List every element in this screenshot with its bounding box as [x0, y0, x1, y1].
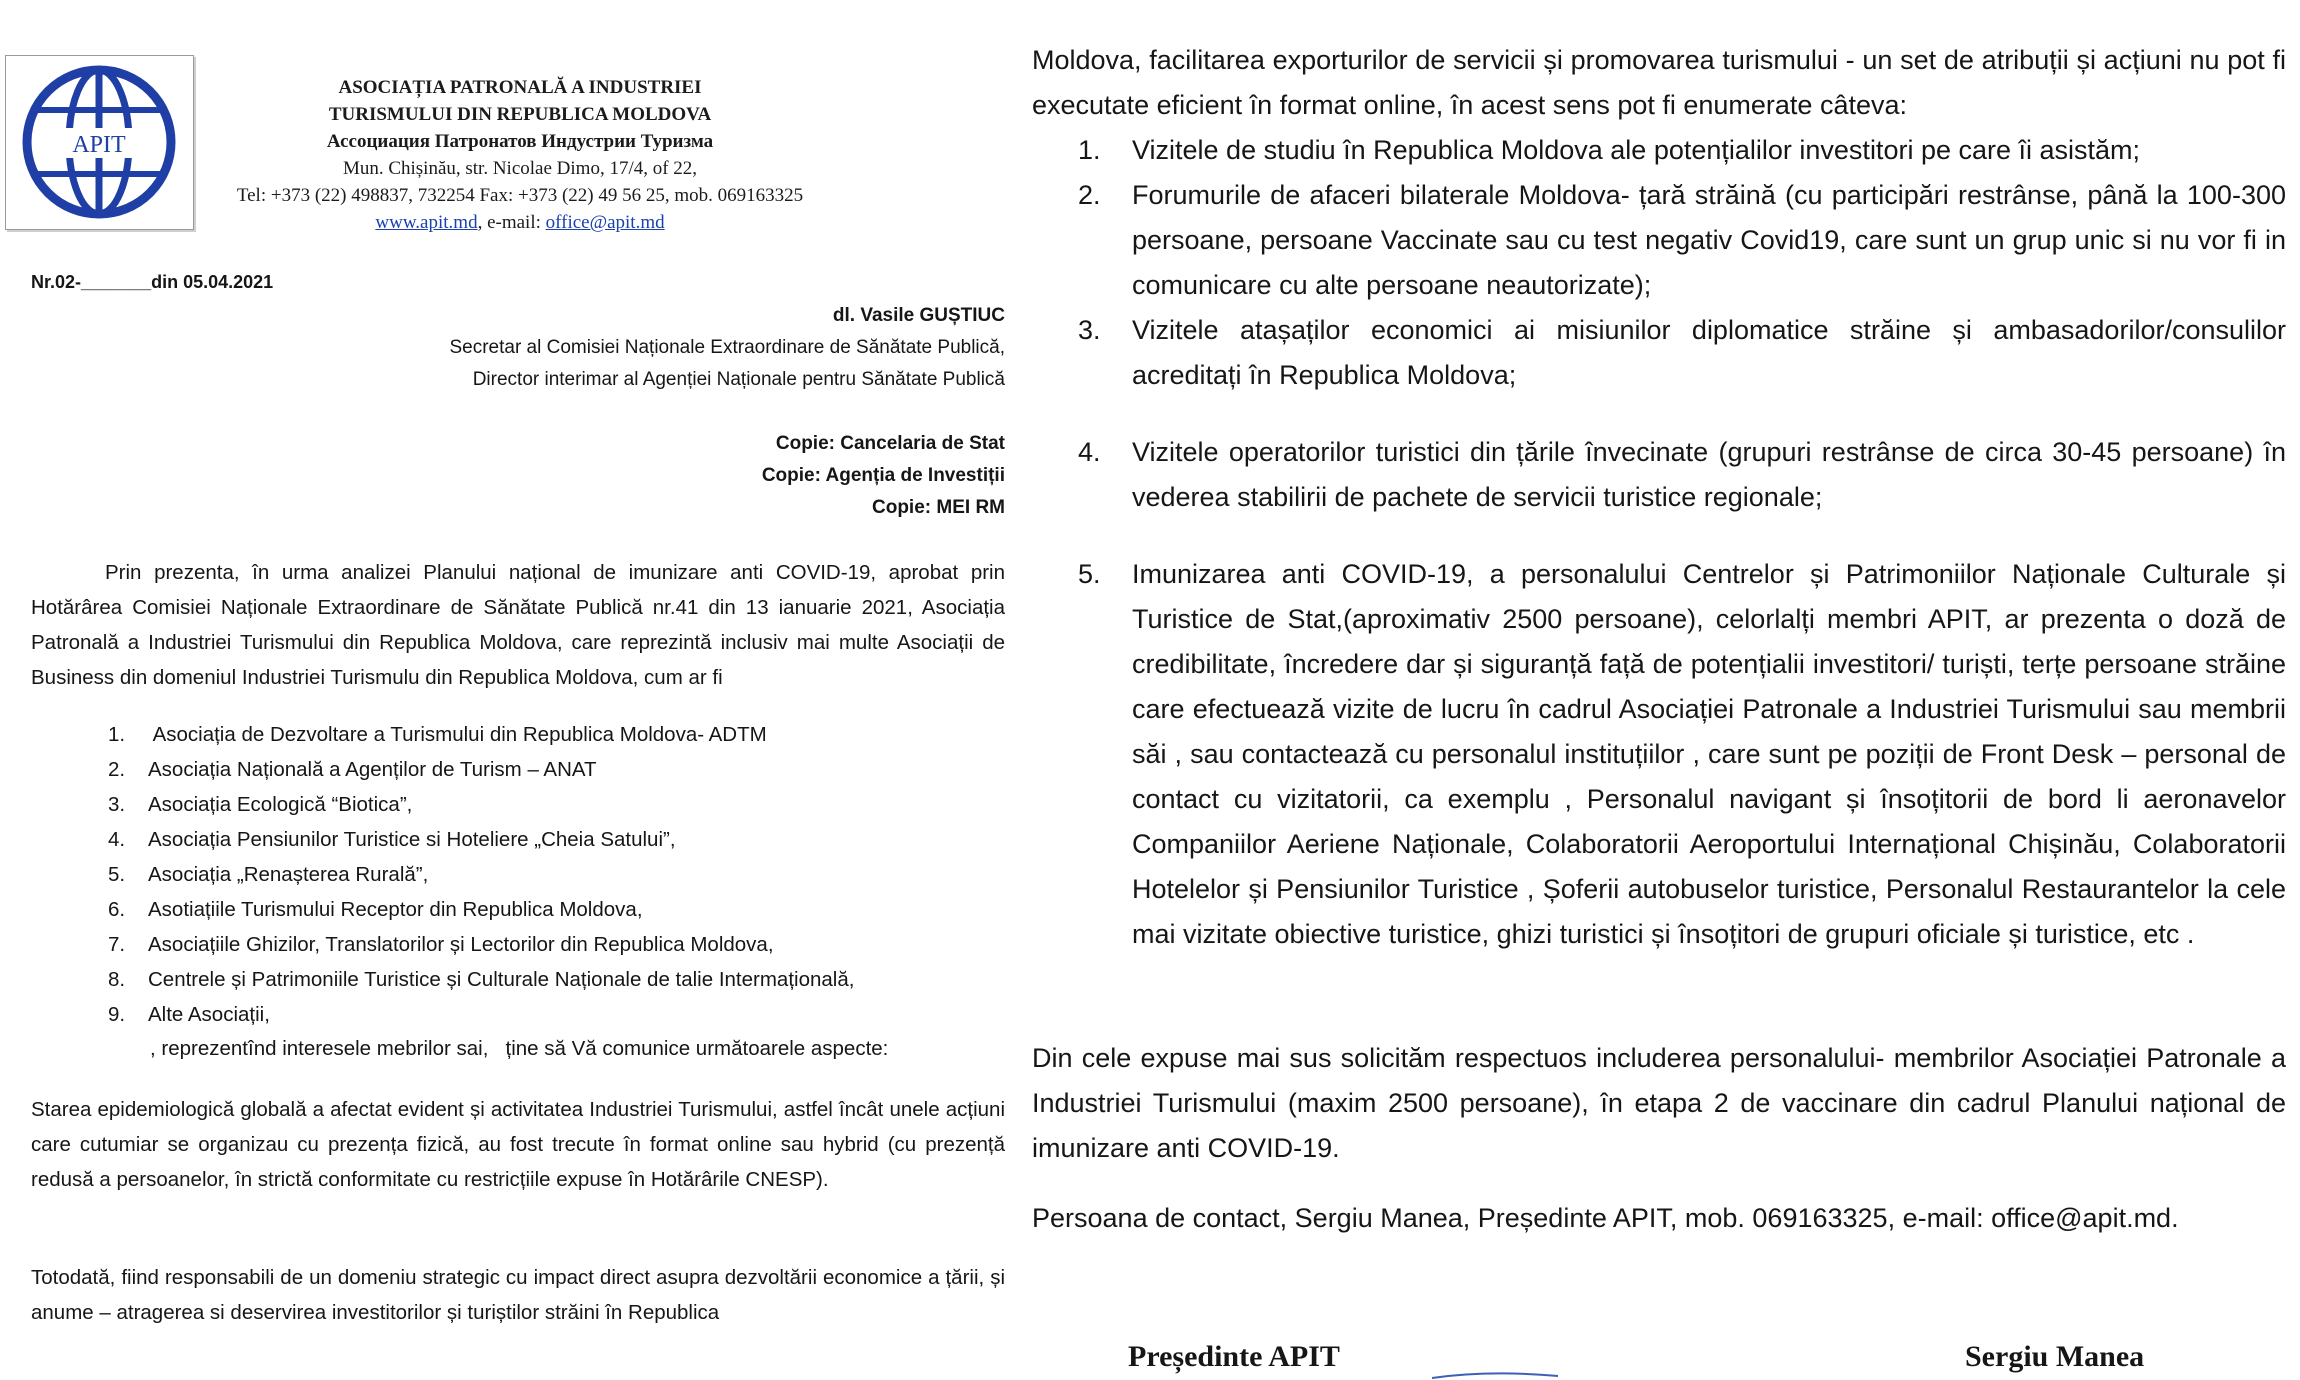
list-item: 9. Alte Asociații, [108, 1003, 270, 1026]
representing-line: , reprezentînd interesele mebrilor sai, ține să Vă comunice următoarele aspecte: [150, 1037, 889, 1060]
list-item: 6. Asotiațiile Turismului Receptor din Republica Moldova, [108, 898, 643, 921]
associations-list [108, 717, 854, 1032]
email-prefix: , e-mail: [477, 212, 541, 233]
contact-line: Persoana de contact, Sergiu Manea, Președinte APIT, mob. 069163325, e-mail: office@apit.md. [1032, 1203, 2179, 1233]
website-link[interactable]: www.apit.md [375, 212, 478, 233]
org-name-ru: Ассоциация Патронатов Индустрии Туризма [326, 131, 714, 152]
epidemic-paragraph: Starea epidemiologică globală a afectat evident și activitatea Industriei Turismului, astfel încât unele acțiuni care cutumiar se organizau cu prezența fizică, au fost trecute în format online sau hybrid (cu prezență redusă a persoanelor, în strictă conformitate cu restricțiile expuse în Hotărârile CNESP). [31, 1098, 1005, 1191]
list-item: 7. Asociațiile Ghizilor, Translatorilor și Lectorilor din Republica Moldova, [108, 933, 774, 956]
action-item-4: 4. Vizitele operatorilor turistici din țările învecinate (grupuri restrânse de circa 30-45 persoane) în vederea stabilirii de pachete de servicii turistice regionale; [1078, 437, 2286, 512]
list-item: 2. Asociația Națională a Agenților de Turism – ANAT [108, 758, 597, 781]
copy-recipient-1: Copie: Cancelaria de Stat [775, 433, 1005, 454]
reference-number: Nr.02-_______din 05.04.2021 [31, 272, 274, 292]
list-item: 5. Asociația „Renașterea Rurală”, [108, 863, 429, 886]
email-link[interactable]: office@apit.md [545, 212, 665, 233]
continuation-paragraph: Moldova, facilitarea exporturilor de servicii și promovarea turismului - un set de atribuții și acțiuni nu pot fi executate eficient în format online, în acest sens pot fi enumerate câteva: [1032, 45, 2286, 120]
recipient-role-2: Director interimar al Agenției Naționale pentru Sănătate Publică [472, 369, 1005, 390]
org-address: Mun. Chișinău, str. Nicolae Dimo, 17/4, of 22, [342, 158, 698, 179]
signature-name: Sergiu Manea [1965, 1340, 2145, 1373]
request-paragraph: Din cele expuse mai sus solicităm respectuos includerea personalului- membrilor Asociației Patronale a Industriei Turismului (maxim 2500 persoane), în etapa 2 de vaccinare din cadrul Planului național de imunizare anti COVID-19. [1032, 1043, 2286, 1163]
action-item-1: 1. Vizitele de studiu în Republica Moldova ale potențialilor investitori pe care îi asistăm; [1078, 135, 2141, 165]
list-item: 3. Asociația Ecologică “Biotica”, [108, 793, 413, 816]
action-item-2: 2. Forumurile de afaceri bilaterale Moldova- țară străină (cu participări restrânse, până la 100-300 persoane, persoane Vaccinate sau cu test negativ Covid19, care sunt un grup unic si nu vor fi in comunicare cu alte persoane neautorizate); [1078, 180, 2286, 300]
intro-paragraph: Prin prezenta, în urma analizei Planului național de imunizare anti COVID-19, aprobat prin Hotărârea Comisiei Naționale Extraordinare de Sănătate Publică nr.41 din 13 ianuarie 2021, Asociația Patronală a Industriei Turismului din Republica Moldova, care reprezintă inclusiv mai multe Asociații de Business din domeniul Industriei Turismulu din Republica Moldova, cum ar fi [31, 561, 1005, 689]
org-phones: Tel: +373 (22) 498837, 732254 Fax: +373 (22) 49 56 25, mob. 069163325 [236, 185, 804, 206]
svg-text:APIT: APIT [72, 132, 126, 158]
recipient-role-1: Secretar al Comisiei Naționale Extraordinare de Sănătate Publică, [449, 337, 1005, 358]
action-item-5: 5. Imunizarea anti COVID-19, a personalului Centrelor și Patrimoniilor Naționale Culturale și Turistice de Stat,(aproximativ 2500 persoane), celorlalți membri APIT, ar prezenta o doză de credibilitate, încredere dar și siguranță față de potențialii investitori/ turiști, terțe persoane străine care efectuează vizite de lucru în cadrul Asociației Patronale a Industriei Turismului sau membrii săi , sau contactează cu personalul instituțiilor , care sunt pe poziții de Front Desk – personal de contact cu vizitatorii, ca exemplu , Personalul navigant și însoțitorii de bord li aeronavelor Companiilor Aeriene Naționale, Colaboratorii Aeroportului Internațional Chișinău, Colaboratorii Hotelelor și Pensiunilor Turistice , Șoferii autobuselor turistice, Personalul Restaurantelor la cele mai vizitate obiective turistice, ghizi turistici și însoțitori de grupuri oficiale și turistice, etc . [1078, 559, 2286, 949]
org-name-line2: TURISMULUI DIN REPUBLICA MOLDOVA [328, 104, 712, 125]
globe-icon [14, 62, 184, 222]
copy-recipient-3: Copie: MEI RM [872, 497, 1005, 518]
strategic-paragraph: Totodată, fiind responsabili de un domeniu strategic cu impact direct asupra dezvoltării economice a țării, și anume – atragerea si deservirea investitorilor și turiștilor străini în Republica [31, 1266, 1005, 1324]
list-item: 4. Asociația Pensiunilor Turistice si Hoteliere „Cheia Satului”, [108, 828, 676, 851]
org-name-line1: ASOCIAȚIA PATRONALĂ A INDUSTRIEI [338, 77, 702, 98]
recipient-name: dl. Vasile GUȘTIUC [832, 305, 1005, 326]
signature-mark [1430, 1370, 1560, 1380]
org-links [230, 209, 810, 236]
action-item-3: 3. Vizitele atașaților economici ai misiunilor diplomatice străine și ambasadorilor/consulilor acreditați în Republica Moldova; [1078, 315, 2286, 390]
organization-header [230, 74, 810, 236]
copy-recipient-2: Copie: Agenția de Investiții [761, 465, 1005, 486]
list-item: 1. Asociația de Dezvoltare a Turismului din Republica Moldova- ADTM [108, 723, 767, 746]
apit-logo [5, 55, 194, 230]
signature-title: Președinte APIT [1128, 1340, 1340, 1373]
list-item: 8. Centrele și Patrimoniile Turistice și Culturale Naționale de talie Intermațională, [108, 968, 855, 991]
